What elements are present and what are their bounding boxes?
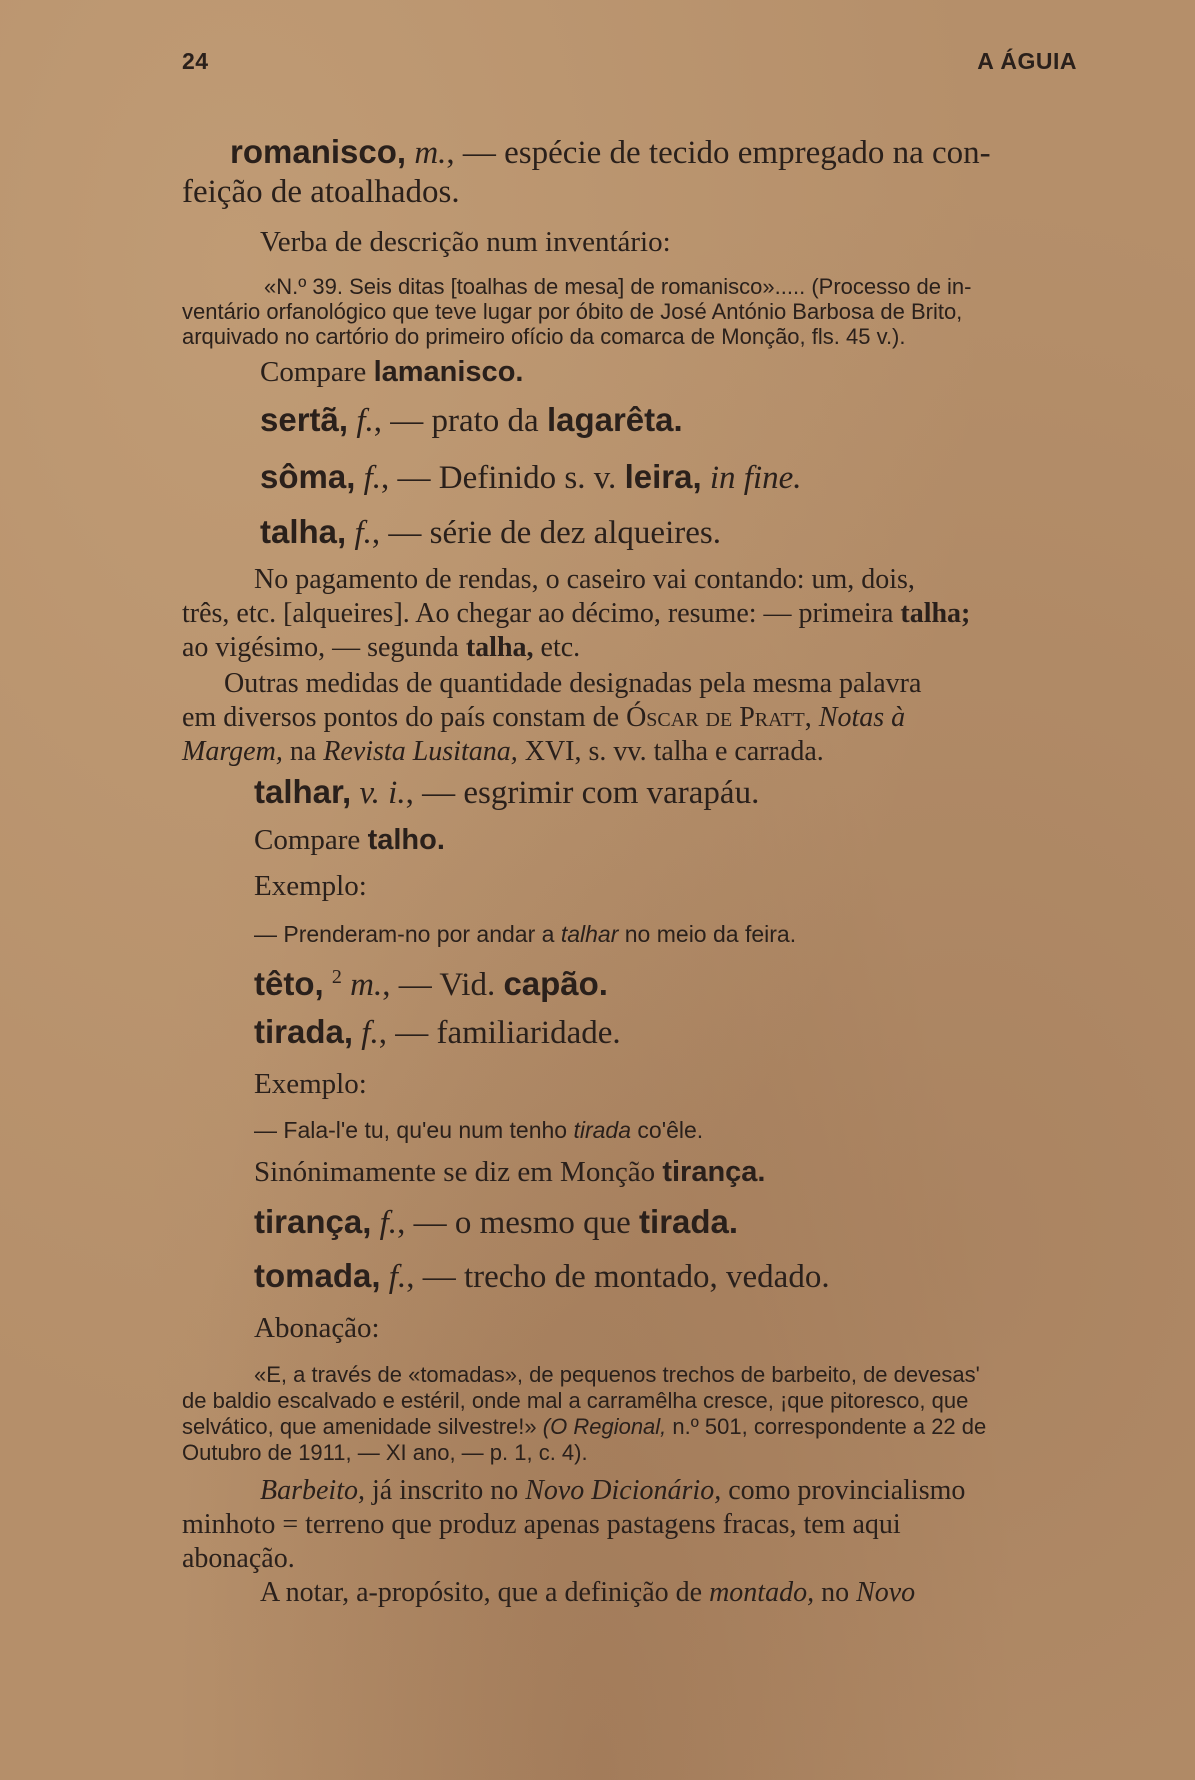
entry-talhar (254, 770, 1077, 815)
headword: romanisco, (230, 133, 407, 170)
entry-romanisco (230, 130, 1077, 175)
text: co'êle. (637, 1117, 704, 1143)
entry-serta (260, 398, 1077, 443)
text: n.º 501, correspondente a 22 de (672, 1414, 987, 1439)
example-label: Exemplo: (254, 1068, 367, 1100)
text: como provincialismo (728, 1475, 966, 1506)
headword: tirada, (254, 1013, 354, 1050)
paragraph-line (260, 1474, 965, 1508)
quote-line: arquivado no cartório do primeiro ofício da comarca de Monção, fls. 45 v.). (182, 324, 906, 349)
text: XVI, s. vv. talha e carrada. (524, 736, 824, 767)
bold-term: talha; (900, 598, 971, 629)
term: montado, (709, 1577, 815, 1608)
text: A notar, a-propósito, que a definição de (260, 1577, 703, 1608)
example-line (254, 1118, 703, 1143)
synonym-line (254, 1152, 766, 1192)
example-label: Exemplo: (254, 870, 367, 902)
text: no (821, 1577, 850, 1608)
example-term: tirada (573, 1117, 632, 1143)
text: no meio da feira. (624, 921, 797, 947)
paragraph-line (182, 631, 580, 665)
cross-reference: leira, (624, 458, 702, 495)
paragraph-line (182, 597, 970, 631)
part-of-speech: f. (356, 403, 374, 439)
definition: , — Definido s. v. (381, 460, 617, 496)
synonym-term: tirança. (662, 1156, 766, 1188)
homonym-number: 2 (331, 966, 342, 988)
source-title: (O Regional, (542, 1414, 667, 1439)
cross-reference: lagarêta. (546, 401, 683, 438)
part-of-speech: f. (379, 1205, 398, 1241)
compare-line (254, 820, 445, 860)
part-of-speech: f. (363, 460, 382, 496)
dictionary-title: Novo (856, 1577, 916, 1608)
quote-line: «N.º 39. Seis ditas [toalhas de mesa] de romanisco»..... (Processo de in- (264, 274, 972, 299)
page-number: 24 (182, 48, 209, 74)
headword: tomada, (254, 1257, 381, 1294)
part-of-speech: f. (388, 1259, 407, 1295)
text: já inscrito no (372, 1475, 519, 1506)
journal-name: Revista Lusitana, (323, 736, 518, 767)
paragraph-line: minhoto = terreno que produz apenas pastagens fracas, tem aqui (182, 1509, 901, 1540)
definition: , — prato da (373, 403, 539, 439)
entry-tomada (254, 1254, 1077, 1299)
part-of-speech: m. (414, 135, 447, 171)
compare-label: Compare (260, 356, 367, 388)
paragraph-line (260, 1576, 915, 1610)
quote-line (182, 1414, 986, 1439)
example-line (254, 922, 796, 947)
cross-reference: capão. (503, 965, 608, 1002)
compare-word: talho. (367, 824, 445, 856)
text: ao vigésimo, — segunda (182, 632, 459, 663)
dictionary-title: Novo Dicionário, (525, 1475, 722, 1506)
entry-tirada (254, 1010, 1077, 1055)
part-of-speech: f. (361, 1015, 379, 1051)
definition: , — o mesmo que (397, 1205, 631, 1241)
definition: , — Vid. (382, 967, 496, 1003)
cross-reference: tirada. (639, 1203, 739, 1240)
text: etc. (540, 632, 581, 663)
definition: , — trecho de montado, vedado. (406, 1259, 830, 1295)
quote-line: ventário orfanológico que teve lugar por óbito de José António Barbosa de Brito, (182, 299, 963, 324)
part-of-speech: v. i. (359, 775, 406, 811)
headword: talha, (260, 513, 347, 550)
text: — Fala-l'e tu, qu'eu num tenho (254, 1117, 568, 1143)
definition: , — espécie de tecido empregado na con- (446, 135, 991, 171)
quote-line: «E, a través de «tomadas», de pequenos trechos de barbeito, de devesas' (254, 1362, 980, 1387)
bold-term: talha, (465, 632, 534, 663)
entry-soma (260, 455, 1077, 500)
entry-teto (254, 955, 1077, 1007)
definition: , — esgrimir com varapáu. (405, 775, 760, 811)
compare-line (260, 352, 523, 392)
entry-tiranca (254, 1200, 1077, 1245)
paragraph-line: abonação. (182, 1543, 295, 1574)
entry-talha (260, 510, 1077, 555)
example-term: talhar (560, 921, 619, 947)
definition: , — série de dez alqueires. (371, 515, 721, 551)
latin-phrase: in fine. (709, 460, 802, 496)
headword: talhar, (254, 773, 352, 810)
quote-line: Outubro de 1911, — XI ano, — p. 1, c. 4). (182, 1440, 588, 1465)
paragraph-line (182, 735, 824, 769)
author-name: Óscar de Pratt, (626, 702, 812, 733)
headword: têto, (254, 965, 324, 1002)
part-of-speech: f. (354, 515, 372, 551)
work-title: Margem, (182, 736, 283, 767)
paragraph-line: No pagamento de rendas, o caseiro vai contando: um, dois, (254, 564, 915, 595)
work-title: Notas à (818, 702, 906, 733)
text: — Prenderam-no por andar a (254, 921, 555, 947)
text: três, etc. [alqueires]. Ao chegar ao décimo, resume: — primeira (182, 598, 894, 629)
term: Barbeito, (260, 1475, 365, 1506)
paragraph-line (182, 701, 905, 735)
part-of-speech: m. (350, 967, 383, 1003)
text: Sinónimamente se diz em Monção (254, 1156, 656, 1188)
definition-continued: feição de atoalhados. (182, 174, 460, 210)
text: na (289, 736, 317, 767)
journal-title: A ÁGUIA (977, 48, 1077, 74)
quote-line: de baldio escalvado e estéril, onde mal a carramêlha cresce, ¡que pitoresco, que (182, 1388, 969, 1413)
headword: tirança, (254, 1203, 372, 1240)
headword: sôma, (260, 458, 356, 495)
text: selvático, que amenidade silvestre!» (182, 1414, 537, 1439)
abonacao-intro: Verba de descrição num inventário: (260, 226, 671, 258)
running-head (182, 48, 1077, 75)
abonacao-label: Abonação: (254, 1312, 380, 1344)
compare-word: lamanisco. (373, 356, 524, 388)
compare-label: Compare (254, 824, 361, 856)
paragraph-line: Outras medidas de quantidade designadas pela mesma palavra (224, 668, 922, 699)
text: em diversos pontos do país constam de (182, 702, 620, 733)
definition: , — familiaridade. (378, 1015, 621, 1051)
headword: sertã, (260, 401, 349, 438)
